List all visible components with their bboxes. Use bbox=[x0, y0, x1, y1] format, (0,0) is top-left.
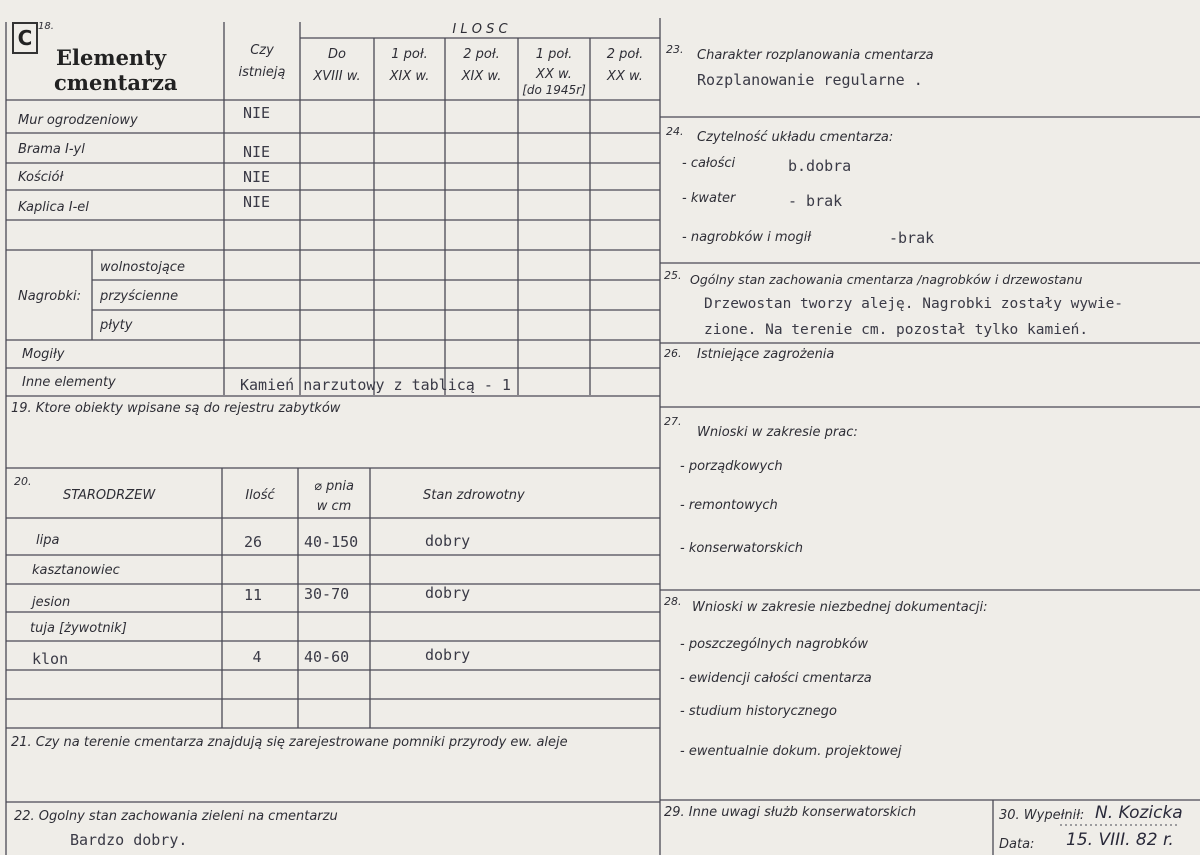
tree-name-tuja: tuja [żywotnik] bbox=[30, 621, 127, 636]
row-value-mur: NIE bbox=[243, 104, 271, 122]
section-27-label: Wnioski w zakresie prac: bbox=[697, 425, 858, 440]
section-28-item-studium: - studium historycznego bbox=[680, 704, 837, 719]
period-header-1-line1: Do bbox=[328, 47, 346, 62]
tree-count-klon: 4 bbox=[252, 648, 262, 666]
section-27-item-konserwatorskich: - konserwatorskich bbox=[680, 541, 803, 556]
header-stan: Stan zdrowotny bbox=[423, 488, 525, 503]
tree-diameter-lipa: 40-150 bbox=[304, 533, 359, 551]
section-28-item-ewidencji: - ewidencji całości cmentarza bbox=[680, 671, 872, 686]
section-24-item-kwater: - kwater bbox=[682, 191, 736, 206]
section-25-number: 25. bbox=[664, 269, 682, 282]
section-24-value-kwater: - brak bbox=[788, 192, 843, 210]
section-25-line2: zione. Na terenie cm. pozostał tylko kamień. bbox=[704, 322, 1089, 338]
row-label-kaplica: Kaplica I-el bbox=[18, 200, 89, 215]
section-26-label: Istniejące zagrożenia bbox=[697, 347, 835, 362]
tree-state-lipa: dobry bbox=[425, 532, 471, 550]
section-22-value: Bardzo dobry. bbox=[70, 831, 188, 849]
row-label-brama: Brama I-yl bbox=[18, 142, 85, 157]
tree-diameter-klon: 40-60 bbox=[304, 648, 350, 666]
ilosc-header: I L O S C bbox=[452, 22, 508, 37]
section-30-date-label: Data: bbox=[999, 837, 1035, 852]
period-header-5-line1: 2 poł. bbox=[606, 47, 644, 62]
section-25-label: Ogólny stan zachowania cmentarza /nagrobków i drzewostanu bbox=[690, 272, 1083, 287]
period-header-2-line1: 1 poł. bbox=[391, 47, 428, 62]
tree-state-klon: dobry bbox=[425, 646, 471, 664]
row-value-inne: Kamień narzutowy z tablicą - 1 bbox=[240, 376, 511, 394]
header-diameter-1: ⌀ pnia bbox=[313, 479, 355, 494]
col-exists-header-2: istnieją bbox=[238, 65, 286, 80]
section-27-number: 27. bbox=[664, 415, 682, 428]
section-30-label: 30. Wypełnił: bbox=[999, 808, 1085, 823]
header-ilosc: Ilość bbox=[245, 488, 275, 503]
section-28-item-projektowej: - ewentualnie dokum. projektowej bbox=[680, 744, 902, 759]
section-letter-box: C bbox=[12, 22, 38, 54]
tree-name-klon: klon bbox=[32, 650, 69, 668]
tree-diameter-jesion: 30-70 bbox=[304, 585, 350, 603]
period-header-5-line2: XX w. bbox=[607, 69, 643, 84]
period-header-4-line2: XX w. bbox=[536, 67, 572, 82]
tree-name-kasztanowiec: kasztanowiec bbox=[32, 563, 120, 578]
section-23-label: Charakter rozplanowania cmentarza bbox=[697, 48, 934, 63]
section-30-date: 15. VIII. 82 r. bbox=[1066, 830, 1174, 850]
tree-name-lipa: lipa bbox=[36, 533, 60, 548]
row-label-mur: Mur ogrodzeniowy bbox=[18, 113, 138, 128]
section-18-title-line1: Elementy bbox=[56, 45, 167, 70]
row-label-mogily: Mogiły bbox=[22, 347, 65, 362]
row-value-kaplica: NIE bbox=[243, 193, 271, 211]
nagrobki-label: Nagrobki: bbox=[18, 289, 82, 304]
section-22-label: 22. Ogolny stan zachowania zieleni na cmentarzu bbox=[14, 809, 338, 824]
section-23-value: Rozplanowanie regularne . bbox=[697, 71, 923, 89]
period-header-4-line1: 1 poł. bbox=[535, 47, 573, 62]
tree-state-jesion: dobry bbox=[425, 584, 471, 602]
nagrobki-type-przyscienne: przyścienne bbox=[100, 289, 179, 304]
nagrobki-type-plyty: płyty bbox=[100, 318, 133, 333]
period-header-3-line2: XIX w. bbox=[461, 69, 502, 84]
tree-name-jesion: jesion bbox=[32, 595, 71, 610]
period-header-2-line2: XIX w. bbox=[389, 69, 430, 84]
period-header-4-line3: [do 1945r] bbox=[522, 83, 586, 97]
section-24-label: Czytelność układu cmentarza: bbox=[697, 130, 894, 145]
section-24-value-calosci: b.dobra bbox=[788, 157, 852, 175]
section-27-item-remontowych: - remontowych bbox=[680, 498, 778, 513]
nagrobki-type-wolnostojace: wolnostojące bbox=[100, 260, 185, 275]
section-28-number: 28. bbox=[664, 595, 682, 608]
section-28-label: Wnioski w zakresie niezbednej dokumentacji: bbox=[692, 600, 988, 615]
section-24-item-calosci: - całości bbox=[682, 156, 736, 171]
section-25-line1: Drzewostan tworzy aleję. Nagrobki zostały wywie- bbox=[704, 296, 1124, 312]
section-20-number: 20. bbox=[14, 475, 32, 488]
row-label-inne: Inne elementy bbox=[22, 375, 116, 390]
header-diameter-2: w cm bbox=[316, 499, 352, 514]
section-24-value-nagrobkow: -brak bbox=[889, 229, 935, 247]
section-18-title-line2: cmentarza bbox=[54, 70, 178, 95]
section-23-number: 23. bbox=[666, 43, 684, 56]
header-starodrzew: STARODRZEW bbox=[63, 488, 156, 503]
row-value-kosciol: NIE bbox=[243, 168, 271, 186]
row-value-brama: NIE bbox=[243, 143, 271, 161]
section-24-item-nagrobkow: - nagrobków i mogił bbox=[682, 230, 812, 245]
col-exists-header-1: Czy bbox=[250, 43, 274, 58]
section-26-number: 26. bbox=[664, 347, 682, 360]
row-label-kosciol: Kościół bbox=[18, 170, 64, 185]
section-24-number: 24. bbox=[666, 125, 684, 138]
section-21-label: 21. Czy na terenie cmentarza znajdują się zarejestrowane pomniki przyrody ew. aleje bbox=[11, 735, 568, 750]
tree-count-lipa: 26 bbox=[243, 533, 263, 551]
tree-count-jesion: 11 bbox=[243, 586, 263, 604]
section-30-name: N. Kozicka bbox=[1095, 803, 1183, 823]
section-27-item-porzadkowych: - porządkowych bbox=[680, 459, 783, 474]
period-header-3-line1: 2 poł. bbox=[463, 47, 500, 62]
section-29-label: 29. Inne uwagi służb konserwatorskich bbox=[664, 805, 917, 820]
section-28-item-nagrobkow: - poszczególnych nagrobków bbox=[680, 637, 868, 652]
section-19-label: 19. Ktore obiekty wpisane są do rejestru zabytków bbox=[11, 401, 341, 416]
period-header-1-line2: XVIII w. bbox=[313, 69, 361, 84]
section-18-number: 18. bbox=[38, 21, 54, 32]
